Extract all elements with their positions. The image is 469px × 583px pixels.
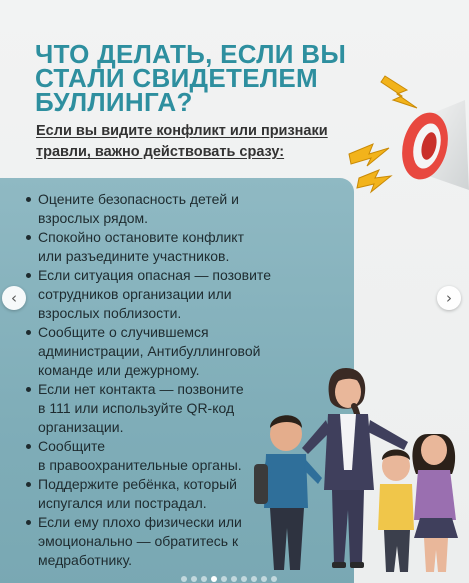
carousel-pagination: [181, 576, 277, 582]
slide-title: [35, 39, 395, 117]
title-line: ЧТО ДЕЛАТЬ, ЕСЛИ ВЫ: [35, 39, 347, 69]
chevron-left-icon: ‹: [11, 289, 17, 307]
carousel-dot[interactable]: [251, 576, 257, 582]
tip-line: администрации, Антибуллинговой: [38, 343, 261, 359]
carousel-dot[interactable]: [211, 576, 217, 582]
carousel-dot[interactable]: [241, 576, 247, 582]
title-line: СТАЛИ СВИДЕТЕЛЕМ: [35, 63, 318, 93]
tip-line: медработнику.: [38, 552, 133, 568]
carousel-dot[interactable]: [261, 576, 267, 582]
carousel-dot[interactable]: [271, 576, 277, 582]
tip-line: Если ситуация опасная — позовите: [38, 267, 271, 283]
teacher-children-illustration: [250, 350, 469, 583]
tip-line: Если нет контакта — позвоните: [38, 381, 244, 397]
carousel-dot[interactable]: [181, 576, 187, 582]
subtitle-line: травли, важно действовать сразу:: [36, 144, 285, 160]
small-boy-figure: [378, 450, 414, 573]
list-item: [24, 190, 324, 228]
tip-line: команде или дежурному.: [38, 362, 200, 378]
tip-line: Если ему плохо физически или: [38, 514, 242, 530]
list-item: [24, 266, 324, 323]
tip-line: в 111 или используйте QR-код: [38, 400, 235, 416]
subtitle-line: Если вы видите конфликт или признаки: [36, 123, 328, 139]
list-item: [24, 228, 324, 266]
tip-line: Спокойно остановите конфликт: [38, 229, 245, 245]
carousel-dot[interactable]: [231, 576, 237, 582]
tip-line: взрослых рядом.: [38, 210, 149, 226]
carousel-next-button[interactable]: [437, 286, 461, 310]
tip-line: Оцените безопасность детей и: [38, 191, 239, 207]
carousel-dot[interactable]: [201, 576, 207, 582]
tip-line: организации.: [38, 419, 124, 435]
tip-line: испугался или пострадал.: [38, 495, 207, 511]
tip-line: сотрудников организации или: [38, 286, 232, 302]
title-line: БУЛЛИНГА?: [35, 87, 193, 117]
tip-line: Сообщите о случившемся: [38, 324, 209, 340]
tip-line: Сообщите: [38, 438, 106, 454]
tip-line: в правоохранительные органы.: [38, 457, 242, 473]
chevron-right-icon: ›: [446, 289, 452, 307]
carousel-prev-button[interactable]: [2, 286, 26, 310]
slide-subtitle: [36, 121, 376, 163]
tip-line: или разъедините участников.: [38, 248, 230, 264]
girl-figure: [412, 434, 458, 572]
tip-line: эмоционально — обратитесь к: [38, 533, 239, 549]
tip-line: взрослых поблизости.: [38, 305, 182, 321]
carousel-dot[interactable]: [221, 576, 227, 582]
tip-line: Поддержите ребёнка, который: [38, 476, 237, 492]
carousel-dot[interactable]: [191, 576, 197, 582]
